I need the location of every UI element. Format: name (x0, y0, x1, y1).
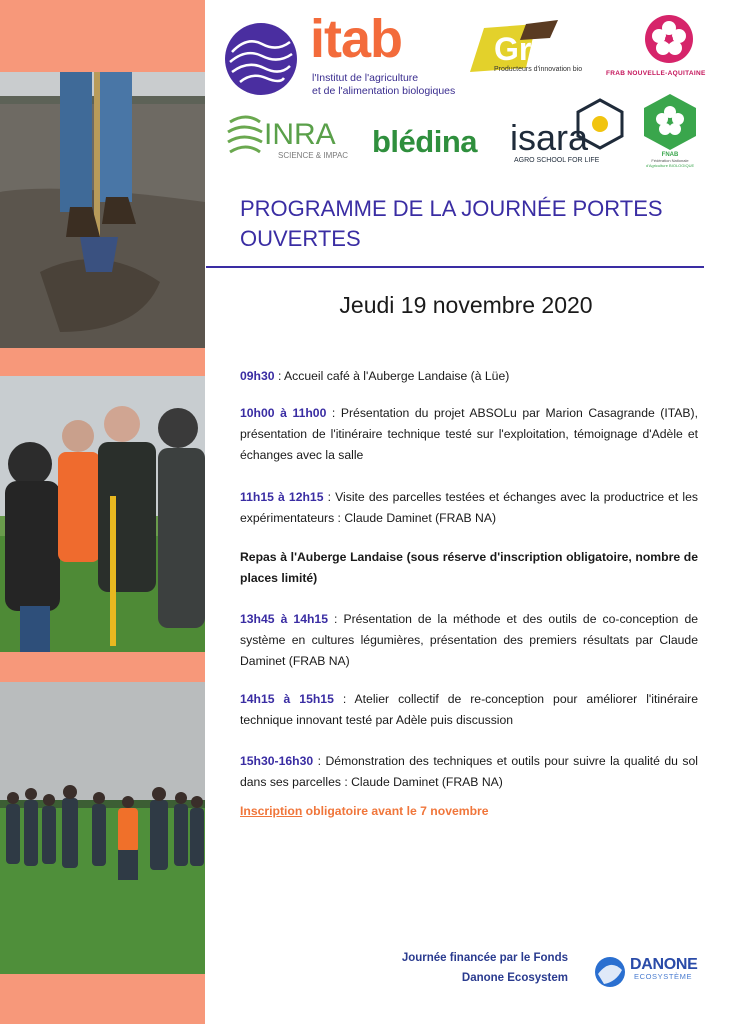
program-item (240, 751, 698, 793)
program-time: 13h45 à 14h15 (240, 612, 328, 626)
grab-tagline: Producteurs d'innovation bio (494, 66, 583, 73)
program-text: : Atelier collectif de re-conception pour améliorer l'itinéraire technique innovant testé par Adèle puis discussion (240, 692, 698, 727)
inra-tagline: SCIENCE & IMPACT (278, 151, 348, 160)
registration-link[interactable]: Inscription (240, 804, 303, 818)
registration-text: obligatoire avant le 7 novembre (302, 804, 489, 818)
fnab-line1: Fédération Nationale (651, 158, 689, 163)
danone-wordmark: DANONE (630, 956, 698, 973)
fnab-logo (640, 92, 700, 168)
program-item (240, 403, 698, 466)
program-item-lunch (240, 547, 698, 589)
program-text: : Démonstration des techniques et outils pour suivre la qualité du sol dans ses parcelles : Claude Daminet (FRAB NA) (240, 754, 698, 789)
funding-note: Journée financée par le Fonds Danone Ecosystem (401, 952, 568, 984)
fnab-line2: d'Agriculture BIOLOGIQUE (645, 163, 695, 168)
registration-notice (240, 804, 489, 818)
program-item (240, 487, 698, 529)
itab-emblem (222, 22, 300, 96)
program-text: : Présentation du projet ABSOLu par Marion Casagrande (ITAB), présentation de l'itinéraire technique testé sur l'exploitation, témoignage d'Adèle et échanges avec la salle (240, 406, 698, 462)
danone-globe-icon (594, 952, 626, 992)
photo-visitors-in-field (0, 682, 205, 974)
program-item (240, 689, 698, 731)
frab-name: FRAB NOUVELLE-AQUITAINE (606, 70, 706, 77)
event-date: Jeudi 19 novembre 2020 (339, 292, 593, 318)
program-item (240, 609, 698, 672)
program-text: Repas à l'Auberge Landaise (sous réserve d'inscription obligatoire, nombre de places limité) (240, 550, 698, 585)
program-text: : Accueil café à l'Auberge Landaise (à Lüe) (274, 369, 510, 383)
program-time: 11h15 à 12h15 (240, 490, 324, 504)
isara-tagline: AGRO SCHOOL FOR LIFE (514, 157, 600, 164)
program-time: 15h30-16h30 (240, 754, 314, 768)
title-divider (206, 266, 704, 268)
program-time: 10h00 à 11h00 (240, 406, 327, 420)
inra-logo (224, 112, 348, 168)
program-text: : Présentation de la méthode et des outils de co-conception de système en cultures légumières, présentation des premiers résultats par Claude Daminet (FRAB NA) (240, 612, 698, 668)
program-time: 09h30 (240, 369, 275, 383)
bledina-logo: blédina (372, 124, 478, 159)
photo-spade-in-soil (0, 72, 205, 348)
page-title: PROGRAMME DE LA JOURNÉE PORTES OUVERTES (240, 196, 663, 251)
isara-wordmark: isara (510, 117, 589, 158)
fnab-wordmark: FNAB (661, 152, 679, 158)
frab-flower-icon (640, 14, 698, 64)
itab-tagline: l'Institut de l'agriculture et de l'alimentation biologiques (312, 72, 456, 97)
program-item (240, 366, 698, 387)
inra-wordmark: INRA (264, 118, 336, 151)
program-text: : Visite des parcelles testées et échanges avec la productrice et les expérimentateurs : Claude Daminet (FRAB NA) (240, 490, 698, 525)
grab-wordmark: Grab (494, 31, 569, 67)
itab-wordmark: itab (310, 9, 403, 69)
danone-tagline: ECOSYSTÈME (634, 972, 693, 981)
isara-logo (510, 98, 628, 168)
program-time: 14h15 à 15h15 (240, 692, 334, 706)
photo-group-in-field (0, 376, 205, 652)
